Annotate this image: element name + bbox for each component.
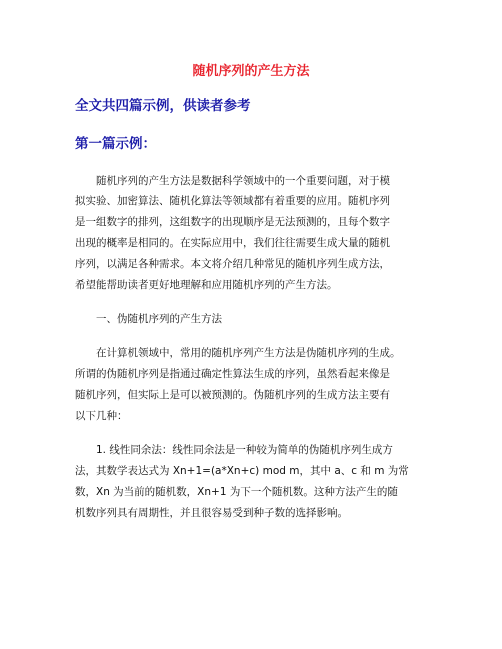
paragraph-line: 是一组数字的排列，这组数字的出现顺序是无法预测的，且每个数字 [75, 216, 390, 228]
paragraph-line: 序列，以满足各种需求。本文将介绍几种常见的随机序列生成方法， [75, 258, 390, 270]
paragraph-line: 机数序列具有周期性，并且很容易受到种子数的选择影响。 [75, 507, 348, 519]
paragraph-line: 所谓的伪随机序列是指通过确定性算法生成的序列，虽然看起来像是 [75, 368, 390, 380]
paragraph-line: 1. 线性同余法：线性同余法是一种较为简单的伪随机序列生成方 [96, 444, 393, 456]
paragraph-line: 随机序列，但实际上是可以被预测的。伪随机序列的生成方法主要有 [75, 389, 390, 401]
paragraph-line: 出现的概率是相同的。在实际应用中，我们往往需要生成大量的随机 [75, 237, 390, 249]
paragraph-line: 拟实验、加密算法、随机化算法等领域都有着重要的应用。随机序列 [75, 195, 390, 207]
paragraph-line: 希望能帮助读者更好地理解和应用随机序列的产生方法。 [75, 279, 338, 291]
document-title: 随机序列的产生方法 [192, 64, 310, 79]
section-subheading: 一、伪随机序列的产生方法 [96, 313, 222, 325]
document-subtitle: 全文共四篇示例，供读者参考 [75, 98, 251, 114]
paragraph-line: 在计算机领域中，常用的随机序列产生方法是伪随机序列的生成。 [96, 347, 401, 359]
paragraph-line: 数，Xn 为当前的随机数，Xn+1 为下一个随机数。这种方法产生的随 [75, 486, 398, 498]
paragraph-line: 法，其数学表达式为 Xn+1=(a*Xn+c) mod m，其中 a、c 和 m 为常 [75, 465, 409, 477]
paragraph-line: 随机序列的产生方法是数据科学领域中的一个重要问题，对于模 [96, 175, 390, 187]
section-heading: 第一篇示例： [75, 136, 156, 152]
paragraph-line: 以下几种： [75, 410, 128, 422]
